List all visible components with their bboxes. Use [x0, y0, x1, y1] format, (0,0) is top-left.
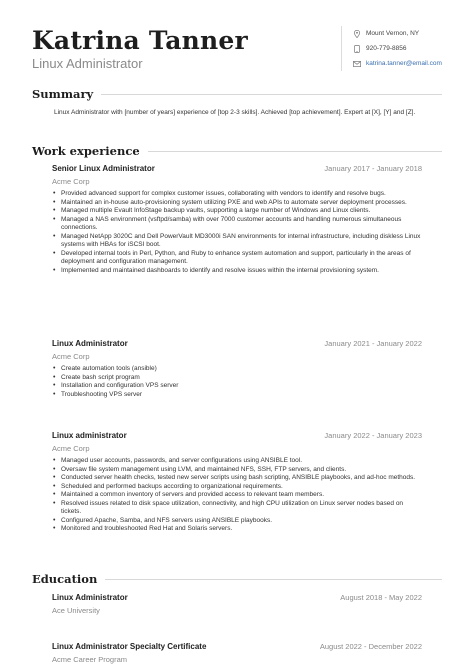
education-title: Education	[32, 572, 98, 586]
job-bullet: • Installation and configuration VPS server	[52, 382, 422, 391]
contact-location	[352, 26, 456, 41]
contact-block	[341, 26, 456, 71]
summary-text: Linux Administrator with [number of years] experience of [top 2-3 skills]. Achieved [top achievement]. Expert at [X], [Y] and [Z].	[54, 109, 416, 116]
job-dates: January 2021 - January 2022	[324, 339, 422, 348]
work-title: Work experience	[32, 144, 140, 158]
institution: Acme Career Program	[52, 655, 128, 664]
contact-email[interactable]	[352, 56, 456, 71]
job-bullet: • Create automation tools (ansible)	[52, 365, 422, 374]
job-bullet: • Developed internal tools in Perl, Python, and Ruby to enhance system automation and support, particularly in the areas of deployment and configuration management.	[52, 250, 422, 267]
job-bullet: • Configured Apache, Samba, and NFS servers using ANSIBLE playbooks.	[52, 517, 422, 526]
section-divider	[105, 579, 442, 580]
job-bullet: • Managed a NAS environment (vsftpd/samba) with over 7000 customer accounts and handling numerous simultaneous connections.	[52, 216, 422, 233]
job-bullet: • Monitored and troubleshooted Red Hat and Solaris servers.	[52, 525, 422, 534]
job-bullet: • Oversaw file system management using LVM, and maintained NFS, SSH, FTP servers, and clients.	[52, 466, 422, 475]
location-text: Mount Vernon, NY	[366, 30, 420, 37]
job-bullet: • Provided advanced support for complex customer issues, collaborating with vendors to identify and resolve bugs.	[52, 190, 422, 199]
job-company: Acme Corp	[52, 444, 90, 453]
job-entry	[52, 431, 422, 534]
summary-section	[32, 87, 442, 118]
job-bullet: • Managed user accounts, passwords, and server configurations using ANSIBLE tool.	[52, 457, 422, 466]
work-section	[32, 144, 442, 158]
summary-heading	[32, 87, 442, 101]
email-icon	[352, 61, 362, 67]
job-bullets	[52, 457, 422, 534]
job-bullets	[52, 365, 422, 399]
job-bullet: • Maintained an in-house auto-provisioning system utilizing PXE and web APIs to automate server deployment processes.	[52, 199, 422, 208]
location-pin-icon	[352, 30, 362, 38]
work-heading	[32, 144, 442, 158]
job-bullet: • Maintained a common inventory of servers and provided access to relevant team members.	[52, 491, 422, 500]
phone-text: 920-779-8856	[366, 45, 407, 52]
institution: Ace University	[52, 606, 100, 615]
job-bullet: • Conducted server health checks, tested new server scripts using bash scripting, ANSIBLE playbooks, and ad-hoc methods.	[52, 474, 422, 483]
job-bullets	[52, 190, 422, 275]
job-bullet: • Managed NetApp 3020C and Dell PowerVault MD3000i SAN environments for internal infrastructure, including diskless Linux systems with HBAs for iSCSI boot.	[52, 233, 422, 250]
email-link[interactable]: katrina.tanner@email.com	[366, 60, 442, 67]
education-entry	[52, 593, 422, 615]
job-entry	[52, 164, 422, 275]
job-bullet: • Implemented and maintained dashboards to identify and resolve issues within the internal provisioning system.	[52, 267, 422, 276]
contact-phone	[352, 41, 456, 56]
education-heading	[32, 572, 442, 586]
job-entry	[52, 339, 422, 399]
candidate-role: Linux Administrator	[32, 56, 143, 71]
degree-title: Linux Administrator	[52, 593, 128, 602]
job-bullet: • Resolved issues related to disk space utilization, connectivity, and high CPU utilization on Linux server nodes based on tickets.	[52, 500, 422, 517]
summary-title: Summary	[32, 87, 94, 101]
degree-title: Linux Administrator Specialty Certificate	[52, 642, 207, 651]
section-divider	[148, 151, 442, 152]
job-title: Linux administrator	[52, 431, 127, 440]
job-title: Senior Linux Administrator	[52, 164, 155, 173]
job-bullet: • Scheduled and performed backups according to organizational requirements.	[52, 483, 422, 492]
candidate-name: Katrina Tanner	[32, 26, 248, 55]
job-dates: January 2017 - January 2018	[324, 164, 422, 173]
job-company: Acme Corp	[52, 352, 90, 361]
job-bullet: • Troubleshooting VPS server	[52, 391, 422, 400]
education-entry	[52, 642, 422, 664]
job-dates: January 2022 - January 2023	[324, 431, 422, 440]
job-bullet: • Create bash script program	[52, 374, 422, 383]
phone-icon	[352, 45, 362, 53]
degree-dates: August 2022 - December 2022	[319, 642, 422, 651]
job-bullet: • Managed multiple Evault InfoStage backup vaults, supporting a large number of Windows and Linux clients.	[52, 207, 422, 216]
education-section	[32, 572, 442, 586]
degree-dates: August 2018 - May 2022	[340, 593, 422, 602]
section-divider	[101, 94, 442, 95]
job-company: Acme Corp	[52, 177, 90, 186]
job-title: Linux Administrator	[52, 339, 128, 348]
